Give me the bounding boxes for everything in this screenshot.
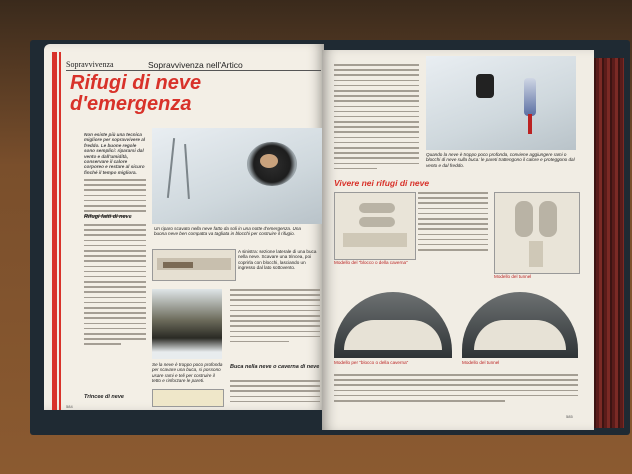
running-header: Sopravvivenza — [66, 60, 114, 69]
body-column-2 — [84, 224, 146, 349]
model-label-4: Modello del tunnel — [462, 360, 500, 365]
page-number-right: 585 — [566, 414, 573, 419]
section-vivere: Vivere nei rifugi di neve — [334, 178, 430, 188]
caption-photo-top: Un riparo scavato nella neve fatto da soli in una notte d'emergenza. Una buona neve ben compatta va tagliata in blocchi per costruire il rifugio. — [154, 226, 301, 237]
right-body-column-1 — [334, 64, 419, 173]
red-page-edge-thin — [59, 52, 61, 410]
snow-trench-diagram — [152, 249, 236, 281]
left-page — [44, 44, 324, 410]
sketch-diagram — [152, 389, 224, 407]
header-rule — [66, 70, 321, 71]
section-rifugi: Rifugi fatti di neve — [84, 214, 132, 220]
right-page — [322, 50, 594, 430]
tunnel-model-diagram — [494, 192, 580, 274]
body-column-4 — [230, 380, 320, 406]
model-label-2: Modello del tunnel — [494, 274, 532, 279]
title-line-2: d'emergenza — [70, 93, 192, 115]
model-notes — [418, 192, 488, 254]
snow-cave-cross-section-2 — [462, 292, 578, 358]
page-number-left: 584 — [66, 404, 73, 409]
model-label-3: Modello per "blocco o della caverna" — [334, 360, 409, 365]
chapter-title: Sopravvivenza nell'Artico — [148, 60, 243, 70]
right-bottom-notes — [334, 374, 578, 405]
snow-shelter-photo — [152, 128, 322, 224]
section-buca: Buca nella neve o caverna di neve — [230, 364, 320, 370]
snow-cave-cross-section-1 — [334, 292, 452, 358]
title-line-1: Rifugi di neve — [70, 72, 202, 94]
intro-text: Non esiste più una tecnica migliore per sopravvivere al freddo. Le buone regole sono semplici: ripararsi dal vento e dall'umidità, conservare il calore corporeo e restare al sicuro finché il tempo migliora. — [84, 132, 146, 175]
caption-right-top: Quando la neve è troppo poco profonda, conviene aggiungere rami o blocchi di neve sulla buca: le pareti trattengono il calore e proteggono dal vento e dal freddo. — [426, 152, 575, 168]
person-standing — [524, 78, 536, 116]
caption-photo-bottom: Se la neve è troppo poco profonda per scavare una buca, si possono usare rami e teli per costruire il tetto e rinforzare le pareti. — [152, 362, 223, 384]
digging-snow-photo — [426, 56, 576, 150]
person-digging — [476, 74, 494, 98]
intro-column — [84, 132, 146, 175]
body-column-3 — [230, 289, 320, 346]
block-model-diagram — [334, 192, 416, 260]
section-trincee: Trincee di neve — [84, 394, 124, 400]
model-label-1: Modello del "blocco o della caverna" — [334, 260, 408, 265]
caption-diagram: A sinistra: sezione laterale di una buca nella neve. Scavare una trincea, poi coprirla con blocchi, lasciando un ingresso dal lato sottovento. — [238, 249, 317, 271]
red-page-edge — [52, 52, 57, 410]
person-in-shelter — [260, 154, 278, 168]
branch-shelter-photo — [152, 289, 222, 359]
